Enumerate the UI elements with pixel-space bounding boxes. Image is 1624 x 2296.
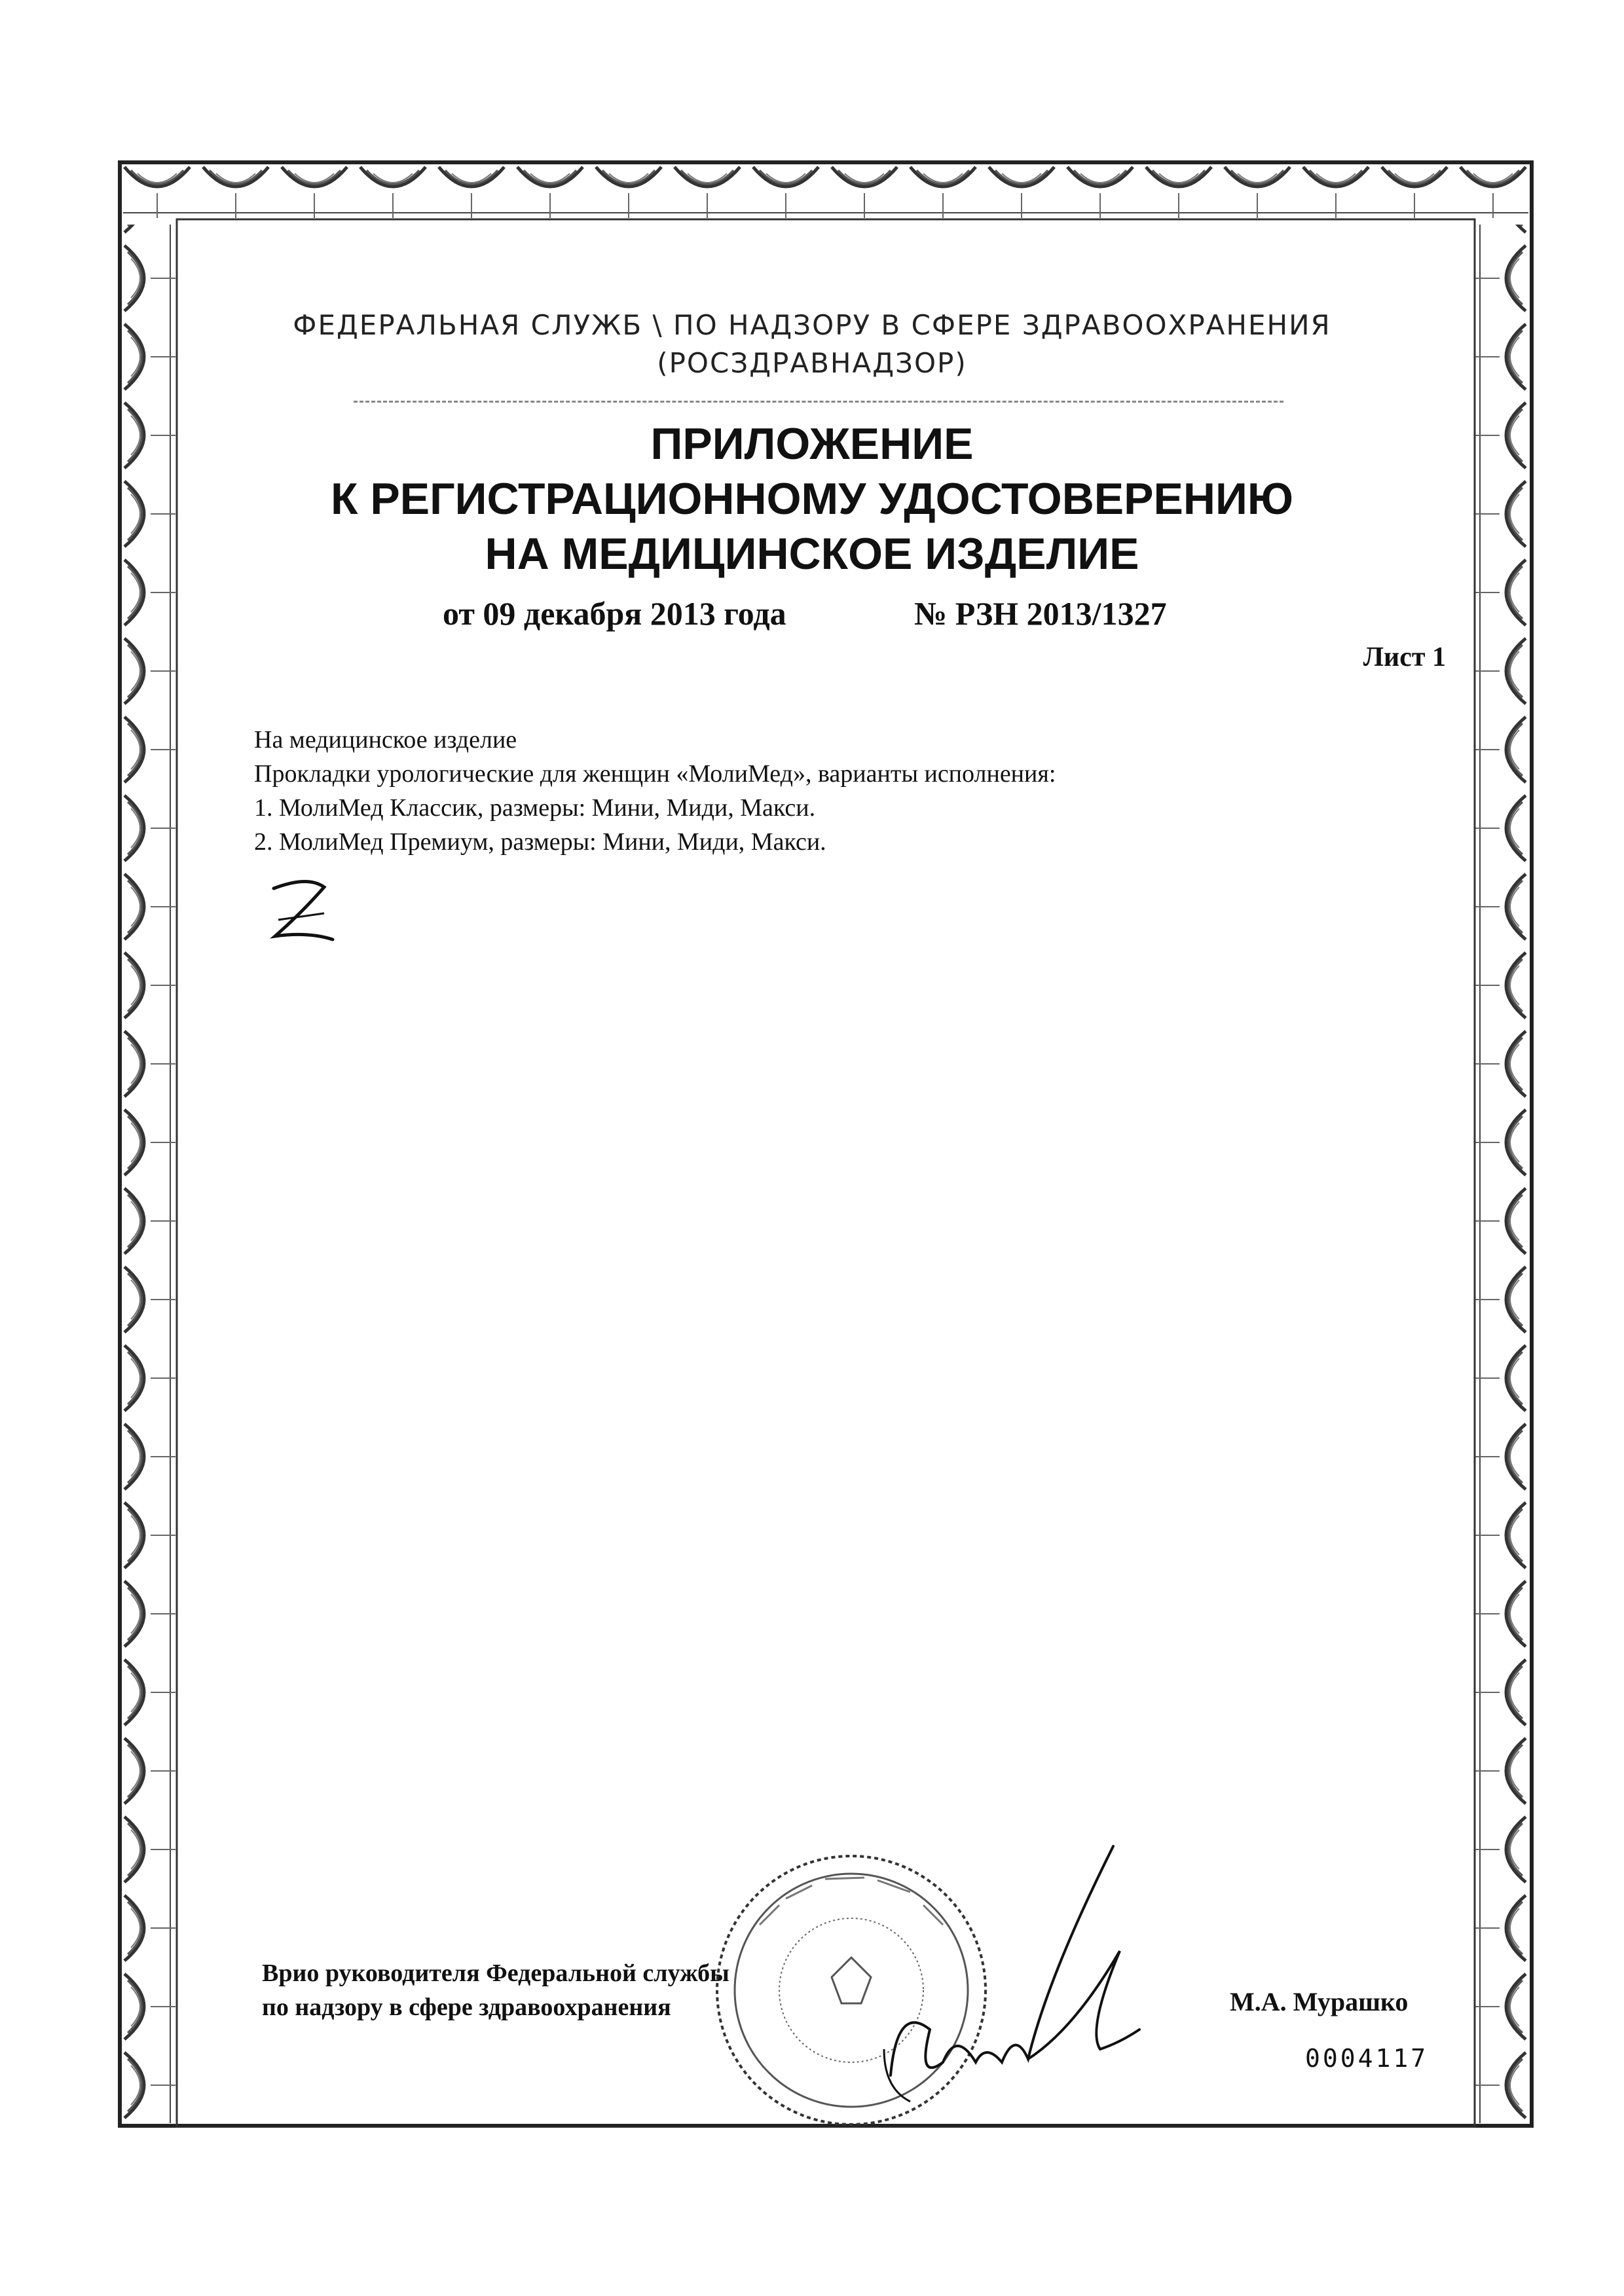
body-line: Прокладки урологические для женщин «МолиМед», варианты исполнения: bbox=[254, 760, 1056, 788]
title-line2: К РЕГИСТРАЦИОННОМУ УДОСТОВЕРЕНИЮ bbox=[331, 474, 1293, 524]
signer-position bbox=[262, 1956, 729, 2024]
signer-position-line2: по надзору в сфере здравоохранения bbox=[262, 1994, 671, 2021]
agency-name bbox=[196, 306, 1428, 382]
handwritten-mark bbox=[262, 874, 341, 953]
body-line: На медицинское изделие bbox=[254, 726, 517, 754]
registration-date: от 09 декабря 2013 года bbox=[443, 595, 786, 632]
body-line: 2. МолиМед Премиум, размеры: Мини, Миди, Макси. bbox=[254, 828, 826, 856]
device-description bbox=[254, 723, 1367, 859]
signer-position-line1: Врио руководителя Федеральной службы bbox=[262, 1959, 729, 1987]
agency-name-line1: ФЕДЕРАЛЬНАЯ СЛУЖБ \ ПО НАДЗОРУ В СФЕРЕ ЗДРАВООХРАНЕНИЯ bbox=[293, 309, 1331, 341]
signer-name: М.А. Мурашко bbox=[1230, 1987, 1409, 2016]
body-line: 1. МолиМед Классик, размеры: Мини, Миди, Макси. bbox=[254, 794, 816, 822]
registration-number: № РЗН 2013/1327 bbox=[914, 595, 1167, 632]
divider bbox=[354, 401, 1283, 403]
signature bbox=[871, 1833, 1172, 2108]
title-line1: ПРИЛОЖЕНИЕ bbox=[650, 419, 974, 469]
sheet-number: Лист 1 bbox=[1363, 642, 1446, 672]
document-title bbox=[196, 416, 1428, 581]
agency-name-line2: (РОСЗДРАВНАДЗОР) bbox=[657, 347, 967, 379]
serial-number: 0004117 bbox=[1305, 2044, 1429, 2073]
title-line3: НА МЕДИЦИНСКОЕ ИЗДЕЛИЕ bbox=[485, 529, 1139, 579]
